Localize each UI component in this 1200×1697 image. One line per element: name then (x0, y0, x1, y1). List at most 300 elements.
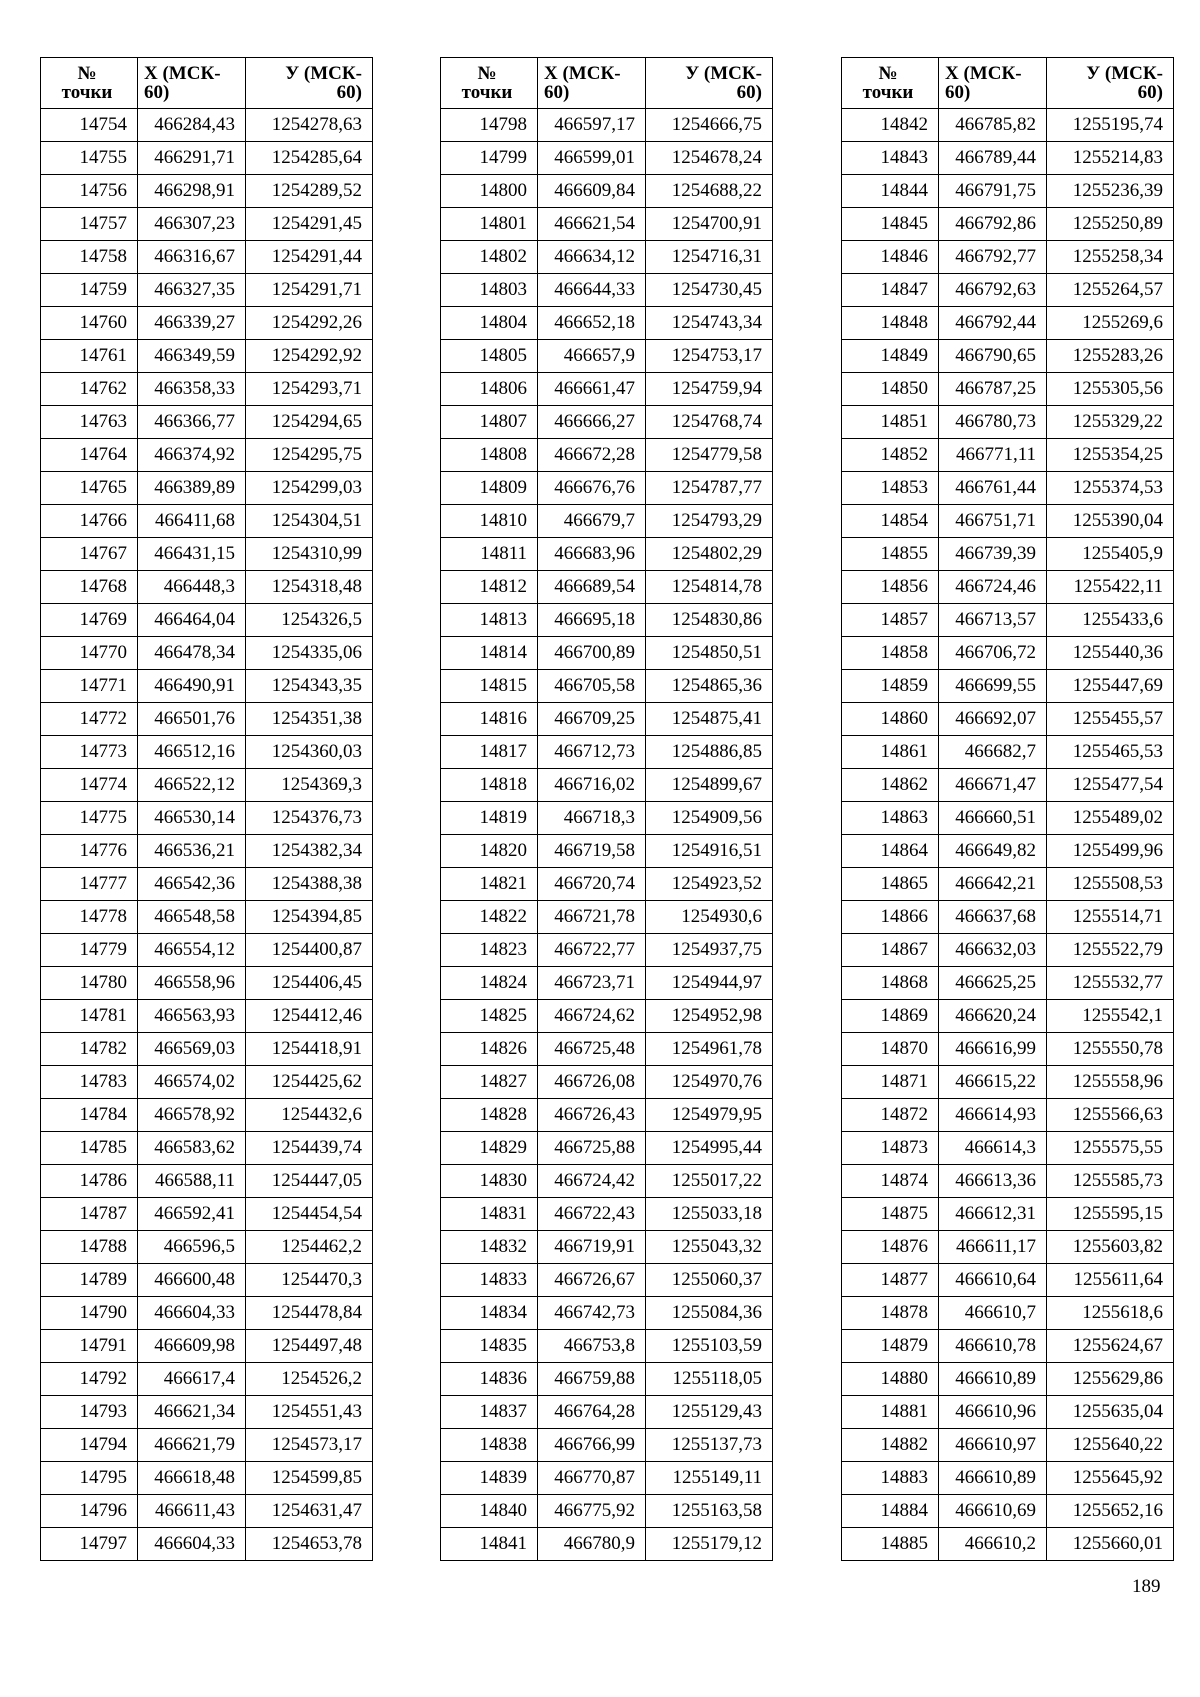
x-coordinate: 466753,8 (538, 1330, 646, 1363)
y-coordinate: 1255163,58 (646, 1495, 773, 1528)
table-row (842, 1000, 1174, 1033)
point-number: 14839 (441, 1462, 538, 1495)
x-coordinate: 466522,12 (138, 769, 246, 802)
y-coordinate: 1254688,22 (646, 175, 773, 208)
y-coordinate: 1254318,48 (246, 571, 373, 604)
point-number: 14807 (441, 406, 538, 439)
table-row (441, 1066, 773, 1099)
table-row (842, 307, 1174, 340)
point-number: 14876 (842, 1231, 939, 1264)
x-coordinate: 466358,33 (138, 373, 246, 406)
table-row (441, 1462, 773, 1495)
y-coordinate: 1254875,41 (646, 703, 773, 736)
y-coordinate: 1255236,39 (1047, 175, 1174, 208)
x-coordinate: 466671,47 (939, 769, 1047, 802)
y-coordinate: 1254335,06 (246, 637, 373, 670)
y-coordinate: 1254700,91 (646, 208, 773, 241)
point-number: 14849 (842, 340, 939, 373)
y-coordinate: 1254814,78 (646, 571, 773, 604)
y-coordinate: 1255264,57 (1047, 274, 1174, 307)
x-coordinate: 466695,18 (538, 604, 646, 637)
point-number: 14761 (41, 340, 138, 373)
table-row (842, 406, 1174, 439)
table-row (441, 274, 773, 307)
point-number: 14864 (842, 835, 939, 868)
y-coordinate: 1254418,91 (246, 1033, 373, 1066)
point-number: 14825 (441, 1000, 538, 1033)
point-number: 14826 (441, 1033, 538, 1066)
table-row (842, 868, 1174, 901)
y-coordinate: 1255635,04 (1047, 1396, 1174, 1429)
point-number: 14867 (842, 934, 939, 967)
x-coordinate: 466718,3 (538, 802, 646, 835)
y-coordinate: 1254850,51 (646, 637, 773, 670)
point-number: 14770 (41, 637, 138, 670)
point-number: 14880 (842, 1363, 939, 1396)
point-number: 14811 (441, 538, 538, 571)
point-number: 14755 (41, 142, 138, 175)
y-coordinate: 1254439,74 (246, 1132, 373, 1165)
y-coordinate: 1254666,75 (646, 109, 773, 142)
x-coordinate: 466316,67 (138, 241, 246, 274)
y-coordinate: 1254360,03 (246, 736, 373, 769)
point-number: 14855 (842, 538, 939, 571)
x-coordinate: 466536,21 (138, 835, 246, 868)
x-coordinate: 466770,87 (538, 1462, 646, 1495)
table-row (441, 967, 773, 1000)
y-coordinate: 1255532,77 (1047, 967, 1174, 1000)
table-row (842, 439, 1174, 472)
table-row (441, 703, 773, 736)
y-coordinate: 1255195,74 (1047, 109, 1174, 142)
table-row (842, 604, 1174, 637)
point-number: 14868 (842, 967, 939, 1000)
x-coordinate: 466611,17 (939, 1231, 1047, 1264)
point-number: 14873 (842, 1132, 939, 1165)
point-number: 14883 (842, 1462, 939, 1495)
point-number: 14830 (441, 1165, 538, 1198)
header-row (41, 58, 373, 109)
point-number: 14781 (41, 1000, 138, 1033)
point-number: 14769 (41, 604, 138, 637)
point-number: 14833 (441, 1264, 538, 1297)
point-number: 14842 (842, 109, 939, 142)
x-coordinate: 466792,44 (939, 307, 1047, 340)
table-row (842, 241, 1174, 274)
table-row (41, 439, 373, 472)
table-row (441, 934, 773, 967)
y-coordinate: 1255043,32 (646, 1231, 773, 1264)
table-row (41, 1396, 373, 1429)
y-coordinate: 1254382,34 (246, 835, 373, 868)
y-coordinate: 1254326,5 (246, 604, 373, 637)
x-coordinate: 466597,17 (538, 109, 646, 142)
point-number: 14796 (41, 1495, 138, 1528)
y-coordinate: 1255258,34 (1047, 241, 1174, 274)
point-number: 14844 (842, 175, 939, 208)
point-number: 14870 (842, 1033, 939, 1066)
x-coordinate: 466501,76 (138, 703, 246, 736)
point-number: 14827 (441, 1066, 538, 1099)
point-number: 14820 (441, 835, 538, 868)
point-number: 14802 (441, 241, 538, 274)
point-number: 14767 (41, 538, 138, 571)
y-coordinate: 1255508,53 (1047, 868, 1174, 901)
table-row (41, 736, 373, 769)
point-number: 14819 (441, 802, 538, 835)
x-coordinate: 466490,91 (138, 670, 246, 703)
y-coordinate: 1254753,17 (646, 340, 773, 373)
y-coordinate: 1255433,6 (1047, 604, 1174, 637)
point-number: 14838 (441, 1429, 538, 1462)
point-number: 14764 (41, 439, 138, 472)
table-row (441, 901, 773, 934)
point-number: 14863 (842, 802, 939, 835)
x-coordinate: 466613,36 (939, 1165, 1047, 1198)
y-coordinate: 1254278,63 (246, 109, 373, 142)
x-coordinate: 466725,48 (538, 1033, 646, 1066)
point-number: 14809 (441, 472, 538, 505)
y-coordinate: 1254599,85 (246, 1462, 373, 1495)
point-number: 14857 (842, 604, 939, 637)
y-coordinate: 1255084,36 (646, 1297, 773, 1330)
point-number: 14843 (842, 142, 939, 175)
x-coordinate: 466761,44 (939, 472, 1047, 505)
y-coordinate: 1254716,31 (646, 241, 773, 274)
point-number: 14803 (441, 274, 538, 307)
point-number: 14774 (41, 769, 138, 802)
point-number: 14808 (441, 439, 538, 472)
y-coordinate: 1254289,52 (246, 175, 373, 208)
point-number: 14834 (441, 1297, 538, 1330)
point-number: 14790 (41, 1297, 138, 1330)
y-coordinate: 1255624,67 (1047, 1330, 1174, 1363)
table-row (842, 1165, 1174, 1198)
y-coordinate: 1255283,26 (1047, 340, 1174, 373)
column-header-y: У (МСК- 60) (246, 58, 373, 109)
point-number: 14858 (842, 637, 939, 670)
y-coordinate: 1254291,44 (246, 241, 373, 274)
table-row (441, 472, 773, 505)
x-coordinate: 466616,99 (939, 1033, 1047, 1066)
x-coordinate: 466610,89 (939, 1363, 1047, 1396)
x-coordinate: 466374,92 (138, 439, 246, 472)
y-coordinate: 1254802,29 (646, 538, 773, 571)
point-number: 14782 (41, 1033, 138, 1066)
y-coordinate: 1255179,12 (646, 1528, 773, 1561)
table-row (441, 1132, 773, 1165)
table-row (842, 967, 1174, 1000)
y-coordinate: 1255514,71 (1047, 901, 1174, 934)
x-coordinate: 466724,62 (538, 1000, 646, 1033)
y-coordinate: 1254944,97 (646, 967, 773, 1000)
x-coordinate: 466719,91 (538, 1231, 646, 1264)
y-coordinate: 1255489,02 (1047, 802, 1174, 835)
x-coordinate: 466683,96 (538, 538, 646, 571)
table-row (441, 1396, 773, 1429)
y-coordinate: 1255558,96 (1047, 1066, 1174, 1099)
point-number: 14794 (41, 1429, 138, 1462)
table-row (842, 472, 1174, 505)
table-row (441, 802, 773, 835)
x-coordinate: 466512,16 (138, 736, 246, 769)
table-row (441, 736, 773, 769)
y-coordinate: 1255645,92 (1047, 1462, 1174, 1495)
column-header-point-number: № точки (441, 58, 538, 109)
table-row (441, 538, 773, 571)
y-coordinate: 1255550,78 (1047, 1033, 1174, 1066)
x-coordinate: 466610,97 (939, 1429, 1047, 1462)
table-row (842, 1231, 1174, 1264)
point-number: 14758 (41, 241, 138, 274)
x-coordinate: 466558,96 (138, 967, 246, 1000)
x-coordinate: 466389,89 (138, 472, 246, 505)
table-row (842, 736, 1174, 769)
table-row (842, 538, 1174, 571)
table-row (842, 802, 1174, 835)
table-row (842, 340, 1174, 373)
point-number: 14832 (441, 1231, 538, 1264)
y-coordinate: 1254909,56 (646, 802, 773, 835)
x-coordinate: 466775,92 (538, 1495, 646, 1528)
x-coordinate: 466542,36 (138, 868, 246, 901)
x-coordinate: 466689,54 (538, 571, 646, 604)
table-row (842, 934, 1174, 967)
x-coordinate: 466705,58 (538, 670, 646, 703)
point-number: 14813 (441, 604, 538, 637)
table-row (441, 1033, 773, 1066)
x-coordinate: 466637,68 (939, 901, 1047, 934)
x-coordinate: 466614,93 (939, 1099, 1047, 1132)
table-row (842, 1132, 1174, 1165)
x-coordinate: 466610,2 (939, 1528, 1047, 1561)
y-coordinate: 1254293,71 (246, 373, 373, 406)
point-number: 14798 (441, 109, 538, 142)
y-coordinate: 1255499,96 (1047, 835, 1174, 868)
table-row (41, 1099, 373, 1132)
y-coordinate: 1254730,45 (646, 274, 773, 307)
x-coordinate: 466724,46 (939, 571, 1047, 604)
y-coordinate: 1254470,3 (246, 1264, 373, 1297)
table-row (842, 1495, 1174, 1528)
y-coordinate: 1255542,1 (1047, 1000, 1174, 1033)
x-coordinate: 466706,72 (939, 637, 1047, 670)
x-coordinate: 466726,08 (538, 1066, 646, 1099)
header-row (441, 58, 773, 109)
y-coordinate: 1254961,78 (646, 1033, 773, 1066)
table-row (842, 274, 1174, 307)
table-row (41, 703, 373, 736)
column-header-point-number: № точки (41, 58, 138, 109)
x-coordinate: 466604,33 (138, 1297, 246, 1330)
y-coordinate: 1254995,44 (646, 1132, 773, 1165)
table-row (842, 1363, 1174, 1396)
x-coordinate: 466679,7 (538, 505, 646, 538)
point-number: 14793 (41, 1396, 138, 1429)
point-number: 14788 (41, 1231, 138, 1264)
table-row (41, 1264, 373, 1297)
y-coordinate: 1254462,2 (246, 1231, 373, 1264)
point-number: 14817 (441, 736, 538, 769)
y-coordinate: 1254376,73 (246, 802, 373, 835)
x-coordinate: 466548,58 (138, 901, 246, 934)
y-coordinate: 1254388,38 (246, 868, 373, 901)
point-number: 14818 (441, 769, 538, 802)
x-coordinate: 466721,78 (538, 901, 646, 934)
x-coordinate: 466791,75 (939, 175, 1047, 208)
point-number: 14806 (441, 373, 538, 406)
point-number: 14766 (41, 505, 138, 538)
x-coordinate: 466588,11 (138, 1165, 246, 1198)
x-coordinate: 466298,91 (138, 175, 246, 208)
x-coordinate: 466722,77 (538, 934, 646, 967)
y-coordinate: 1254291,71 (246, 274, 373, 307)
table-row (842, 1264, 1174, 1297)
table-row (441, 1495, 773, 1528)
point-number: 14831 (441, 1198, 538, 1231)
point-number: 14859 (842, 670, 939, 703)
table-row (842, 208, 1174, 241)
y-coordinate: 1254830,86 (646, 604, 773, 637)
point-number: 14846 (842, 241, 939, 274)
y-coordinate: 1255629,86 (1047, 1363, 1174, 1396)
column-header-point-number: № точки (842, 58, 939, 109)
point-number: 14777 (41, 868, 138, 901)
table-row (441, 1264, 773, 1297)
table-row (41, 670, 373, 703)
y-coordinate: 1254295,75 (246, 439, 373, 472)
point-number: 14771 (41, 670, 138, 703)
point-number: 14823 (441, 934, 538, 967)
y-coordinate: 1254454,54 (246, 1198, 373, 1231)
point-number: 14772 (41, 703, 138, 736)
y-coordinate: 1254937,75 (646, 934, 773, 967)
table-row (41, 505, 373, 538)
table-row (41, 1000, 373, 1033)
y-coordinate: 1254285,64 (246, 142, 373, 175)
table-row (41, 274, 373, 307)
x-coordinate: 466666,27 (538, 406, 646, 439)
point-number: 14837 (441, 1396, 538, 1429)
point-number: 14812 (441, 571, 538, 604)
y-coordinate: 1254886,85 (646, 736, 773, 769)
x-coordinate: 466672,28 (538, 439, 646, 472)
x-coordinate: 466563,93 (138, 1000, 246, 1033)
y-coordinate: 1254793,29 (646, 505, 773, 538)
point-number: 14871 (842, 1066, 939, 1099)
point-number: 14816 (441, 703, 538, 736)
table-row (41, 868, 373, 901)
x-coordinate: 466642,21 (939, 868, 1047, 901)
x-coordinate: 466634,12 (538, 241, 646, 274)
y-coordinate: 1254768,74 (646, 406, 773, 439)
point-number: 14778 (41, 901, 138, 934)
table-row (41, 901, 373, 934)
x-coordinate: 466657,9 (538, 340, 646, 373)
y-coordinate: 1255405,9 (1047, 538, 1174, 571)
table-row (41, 142, 373, 175)
y-coordinate: 1254343,35 (246, 670, 373, 703)
y-coordinate: 1254759,94 (646, 373, 773, 406)
table-row (441, 1165, 773, 1198)
table-row (41, 802, 373, 835)
y-coordinate: 1254369,3 (246, 769, 373, 802)
point-number: 14853 (842, 472, 939, 505)
table-row (842, 571, 1174, 604)
point-number: 14829 (441, 1132, 538, 1165)
y-coordinate: 1255522,79 (1047, 934, 1174, 967)
table-row (41, 406, 373, 439)
table-row (41, 1429, 373, 1462)
point-number: 14862 (842, 769, 939, 802)
table-row (441, 1297, 773, 1330)
y-coordinate: 1255017,22 (646, 1165, 773, 1198)
table-row (842, 1099, 1174, 1132)
x-coordinate: 466574,02 (138, 1066, 246, 1099)
table-row (41, 835, 373, 868)
y-coordinate: 1255329,22 (1047, 406, 1174, 439)
coordinates-table-1 (40, 57, 373, 1561)
table-row (441, 175, 773, 208)
table-row (441, 1528, 773, 1561)
table-row (41, 1495, 373, 1528)
point-number: 14874 (842, 1165, 939, 1198)
y-coordinate: 1255118,05 (646, 1363, 773, 1396)
x-coordinate: 466722,43 (538, 1198, 646, 1231)
y-coordinate: 1255374,53 (1047, 472, 1174, 505)
x-coordinate: 466583,62 (138, 1132, 246, 1165)
point-number: 14785 (41, 1132, 138, 1165)
point-number: 14804 (441, 307, 538, 340)
table-row (842, 1033, 1174, 1066)
table-row (441, 769, 773, 802)
y-coordinate: 1254291,45 (246, 208, 373, 241)
point-number: 14824 (441, 967, 538, 1000)
point-number: 14854 (842, 505, 939, 538)
point-number: 14783 (41, 1066, 138, 1099)
point-number: 14850 (842, 373, 939, 406)
table-row (842, 1462, 1174, 1495)
table-row (41, 208, 373, 241)
y-coordinate: 1255575,55 (1047, 1132, 1174, 1165)
y-coordinate: 1254551,43 (246, 1396, 373, 1429)
y-coordinate: 1254573,17 (246, 1429, 373, 1462)
x-coordinate: 466578,92 (138, 1099, 246, 1132)
y-coordinate: 1255477,54 (1047, 769, 1174, 802)
x-coordinate: 466676,76 (538, 472, 646, 505)
table-row (41, 934, 373, 967)
x-coordinate: 466792,77 (939, 241, 1047, 274)
point-number: 14881 (842, 1396, 939, 1429)
x-coordinate: 466632,03 (939, 934, 1047, 967)
y-coordinate: 1254930,6 (646, 901, 773, 934)
x-coordinate: 466712,73 (538, 736, 646, 769)
table-row (41, 1165, 373, 1198)
y-coordinate: 1254653,78 (246, 1528, 373, 1561)
x-coordinate: 466554,12 (138, 934, 246, 967)
x-coordinate: 466600,48 (138, 1264, 246, 1297)
point-number: 14800 (441, 175, 538, 208)
y-coordinate: 1254432,6 (246, 1099, 373, 1132)
x-coordinate: 466724,42 (538, 1165, 646, 1198)
y-coordinate: 1254478,84 (246, 1297, 373, 1330)
x-coordinate: 466725,88 (538, 1132, 646, 1165)
point-number: 14779 (41, 934, 138, 967)
point-number: 14762 (41, 373, 138, 406)
point-number: 14877 (842, 1264, 939, 1297)
x-coordinate: 466592,41 (138, 1198, 246, 1231)
y-coordinate: 1255060,37 (646, 1264, 773, 1297)
